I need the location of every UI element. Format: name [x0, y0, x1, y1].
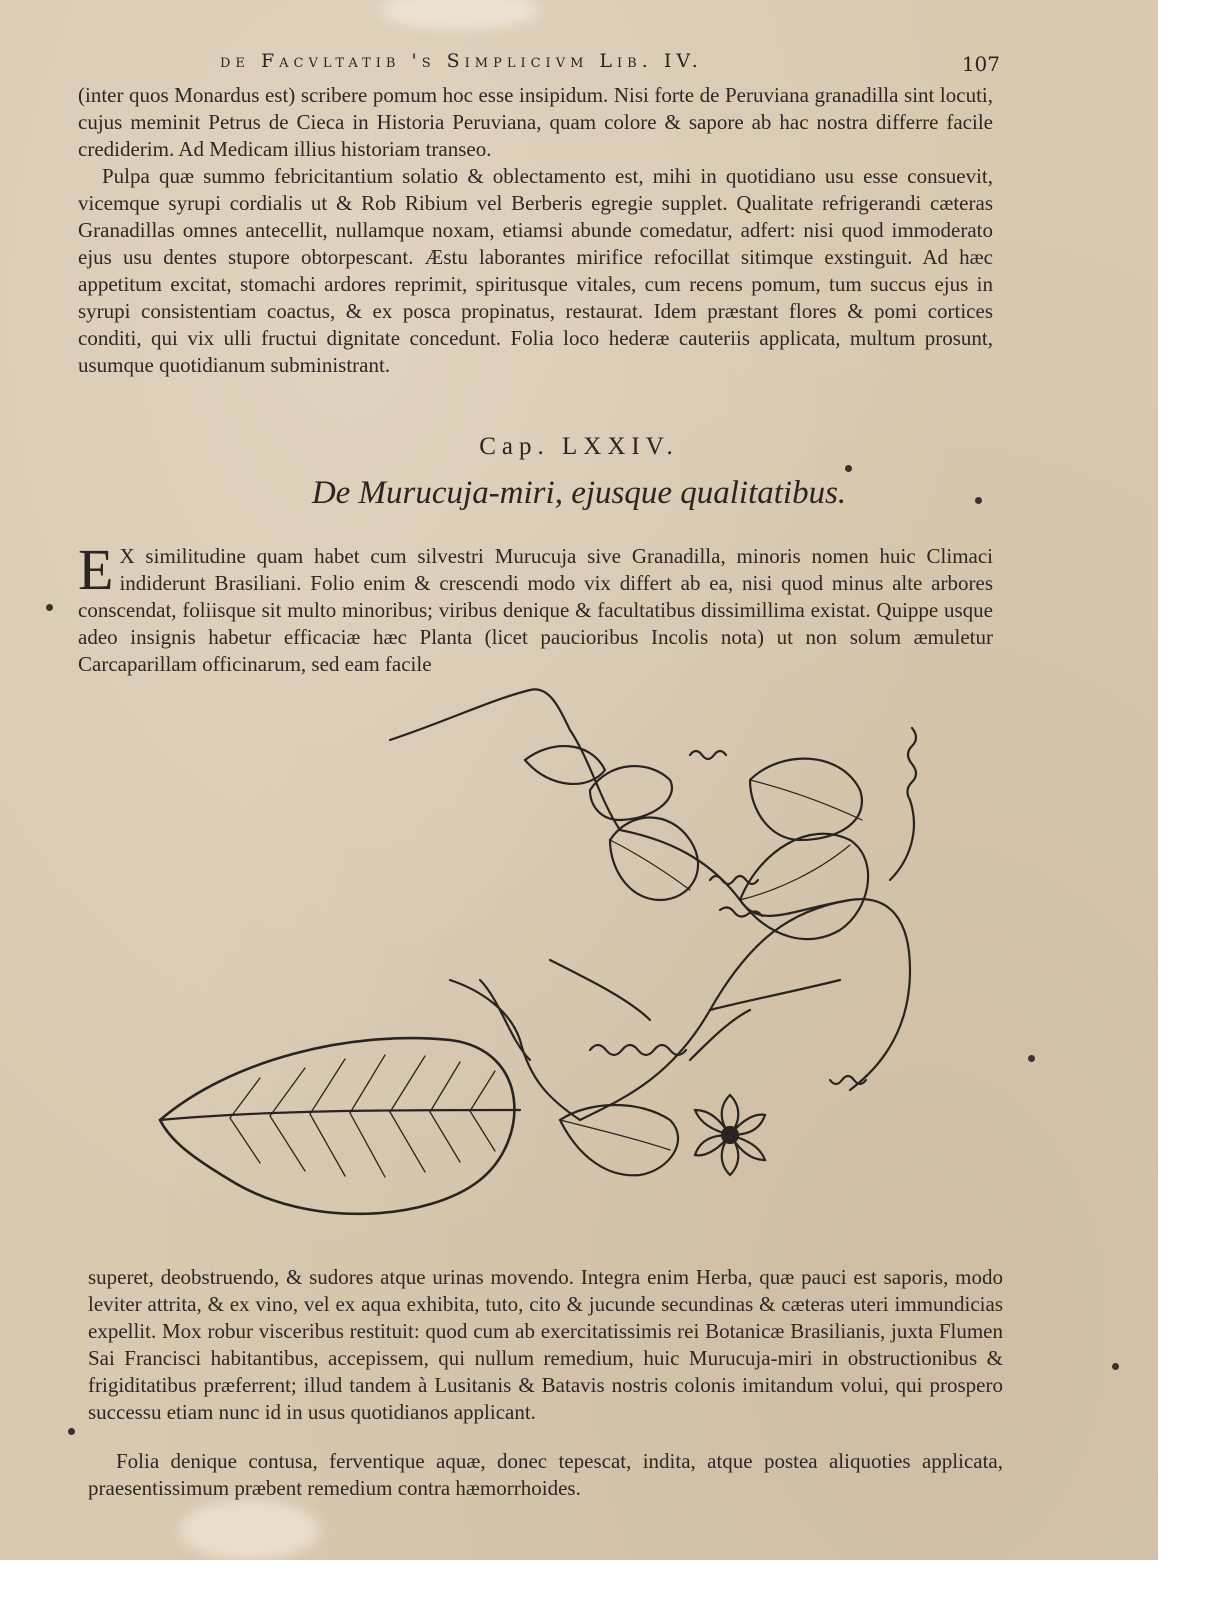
paper-stain: [180, 1500, 320, 1560]
paragraph-4: superet, deobstruendo, & sudores atque urinas movendo. Integra enim Herba, quæ pauci est saporis, modo leviter attrita, & ex vino, vel ex aqua exhibita, tuto, cito & jucunde secundinas & cæteras uteri immundicias expellit. Mox robur visceribus restituit: quod cum ab exercitatissimis rei Botanicæ Brasilianis, juxta Flumen Sai Francisci habitantibus, accepissem, qui nullum remedium, huic Murucuja-miri in obstructionibus & frigiditatibus præferrent; illud tandem à Lusitanis & Batavis nostris colonis imitandum volui, qui prospero successu etiam nunc id in usus quotidianos applicant.: [88, 1265, 1003, 1424]
ink-speck: [68, 1428, 75, 1435]
paragraph-2: Pulpa quæ summo febricitantium solatio & oblectamento est, mihi in quotidiano usu esse consuevit, vicemque syrupi cordialis ut & Rob Ribium vel Berberis egregie supplet. Qualitate refrigerandi cæteras Granadillas omnes antecellit, nullamque noxam, etiamsi abunde comedatur, adfert: nisi quod immoderato ejus usu dentes stupore obtorpescant. Æstu laborantes mirifice refocillat sitimque exstinguit. Ad hæc appetitum excitat, stomachi ardores reprimit, spiritusque vitales, cum recens pomum, tum succus ejus in syrupi consistentiam coactus, & ex posca propinatus, restaurat. Idem præstant flores & pomi cortices conditi, qui vix ulli fructui dignitate concedunt. Folia loco hederæ cauteriis applicata, multum prosunt, usumque quotidianum subministrant.: [78, 164, 993, 377]
chapter-number: Cap. LXXIV.: [479, 433, 679, 460]
paragraph-3-text: X similitudine quam habet cum silvestri Murucuja sive Granadilla, minoris nomen huic Climaci indiderunt Brasiliani. Folio enim & crescendi modo vix differt ab ea, nisi quod minus alte arbores conscendat, foliisque sit multo minoribus; viribus denique & facultatibus dissimillima existat. Quippe usque adeo insignis habetur efficaciæ hæc Planta (licet paucioribus Incolis nota) ut non solum æmuletur Carcaparillam officinarum, sed eam facile: [78, 544, 993, 676]
ink-speck: [1112, 1363, 1119, 1370]
ink-speck: [975, 497, 982, 504]
paragraph-5: Folia denique contusa, ferventique aquæ, donec tepescat, indita, atque postea aliquoties applicata, praesentissimum præbent remedium contra hæmorrhoides.: [88, 1449, 1003, 1500]
ink-speck: [1028, 1055, 1035, 1062]
ink-speck: [46, 604, 53, 611]
drop-cap: E: [78, 537, 114, 602]
chapter-title: De Murucuja-miri, ejusque qualitatibus.: [311, 475, 847, 511]
murucuja-miri-woodcut-illustration: [150, 680, 950, 1250]
ink-speck: [845, 465, 852, 472]
paper-stain: [380, 0, 540, 30]
paragraph-1: (inter quos Monardus est) scribere pomum hoc esse insipidum. Nisi forte de Peruviana granadilla sint locuti, cujus meminit Petrus de Cieca in Historia Peruviana, quam colore & sapore ab hac nostra differre facile crediderim. Ad Medicam illius historiam transeo.: [78, 83, 993, 161]
paragraph-3: [78, 537, 993, 678]
running-title: de Facvltatib 's Simplicivm Lib. IV.: [220, 50, 703, 72]
page-header: [180, 50, 1000, 78]
page-number: 107: [961, 52, 1000, 76]
